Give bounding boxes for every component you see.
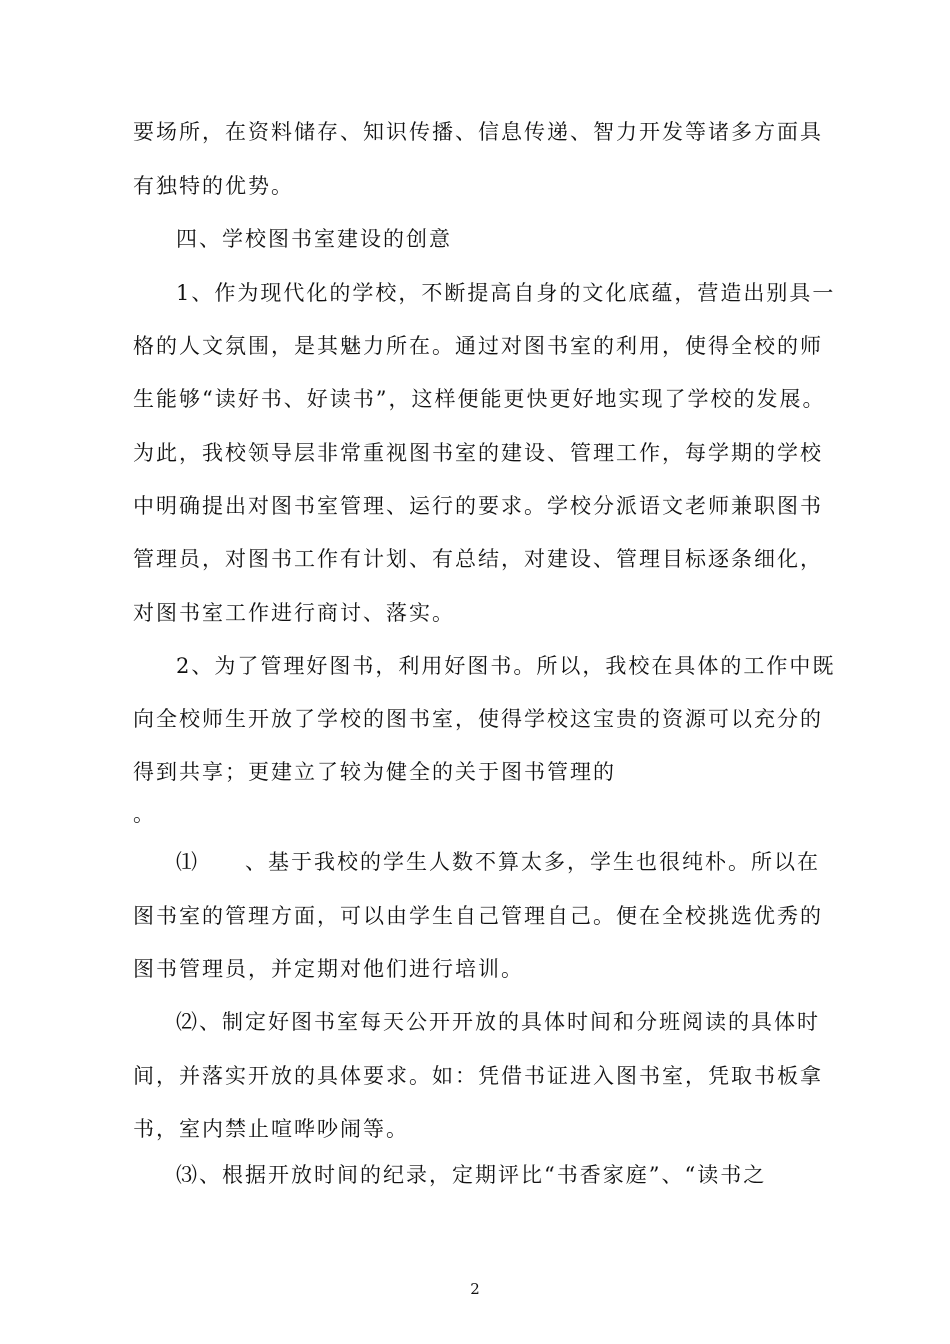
text-line: 书，室内禁止喧哗吵闹等。 — [133, 1117, 409, 1141]
text-line: 得到共享；更建立了较为健全的关于图书管理的 — [133, 760, 616, 784]
text-line: 1、作为现代化的学校，不断提高自身的文化底蕴，营造出别具一 — [176, 281, 836, 305]
page-number: 2 — [470, 1280, 480, 1298]
text-line: ⑵、制定好图书室每天公开开放的具体时间和分班阅读的具体时 — [176, 1010, 820, 1034]
text-line: 对图书室工作进行商讨、落实。 — [133, 601, 455, 625]
text-line: 管理员，对图书工作有计划、有总结，对建设、管理目标逐条细化， — [133, 547, 823, 571]
text-line: 向全校师生开放了学校的图书室，使得学校这宝贵的资源可以充分的 — [133, 707, 823, 731]
text-line: 要场所，在资料储存、知识传播、信息传递、智力开发等诸多方面具 — [133, 120, 823, 144]
text-line: 2、为了管理好图书，利用好图书。所以，我校在具体的工作中既 — [176, 654, 836, 678]
text-line: ⑴ 、基于我校的学生人数不算太多，学生也很纯朴。所以在 — [176, 850, 820, 874]
section-heading: 四、学校图书室建设的创意 — [176, 227, 452, 251]
text-line: 中明确提出对图书室管理、运行的要求。学校分派语文老师兼职图书 — [133, 494, 823, 518]
text-line: 。 — [133, 802, 156, 826]
text-line: 为此，我校领导层非常重视图书室的建设、管理工作，每学期的学校 — [133, 441, 823, 465]
text-line: 有独特的优势。 — [133, 174, 294, 198]
text-line: 图书管理员，并定期对他们进行培训。 — [133, 957, 524, 981]
text-line: 格的人文氛围，是其魅力所在。通过对图书室的利用，使得全校的师 — [133, 334, 823, 358]
text-line: 间，并落实开放的具体要求。如：凭借书证进入图书室，凭取书板拿 — [133, 1064, 823, 1088]
text-line: ⑶、根据开放时间的纪录，定期评比“书香家庭”、“读书之 — [176, 1163, 767, 1187]
text-line: 图书室的管理方面，可以由学生自己管理自己。便在全校挑选优秀的 — [133, 904, 823, 928]
text-line: 生能够“读好书、好读书”，这样便能更快更好地实现了学校的发展。 — [133, 387, 826, 411]
